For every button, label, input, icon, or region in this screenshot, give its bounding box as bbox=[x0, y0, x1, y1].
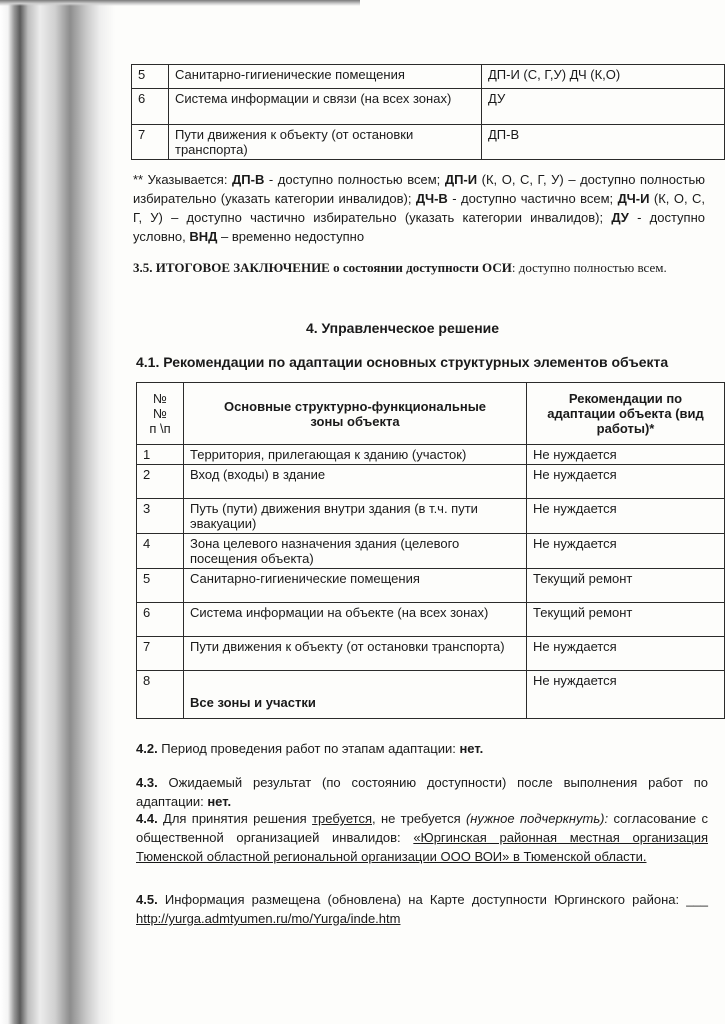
row-number: 7 bbox=[132, 125, 169, 160]
access-status: ДП-В bbox=[482, 125, 725, 160]
zone-name: Территория, прилегающая к зданию (участок) bbox=[184, 445, 527, 465]
row-number: 6 bbox=[137, 603, 184, 637]
header-number: № № п \п bbox=[137, 383, 184, 445]
recommendation: Не нуждается bbox=[527, 534, 725, 569]
row-number: 2 bbox=[137, 465, 184, 499]
recommendation: Текущий ремонт bbox=[527, 569, 725, 603]
final-conclusion: 3.5. ИТОГОВОЕ ЗАКЛЮЧЕНИЕ о состоянии доступности ОСИ: доступно полностью всем. bbox=[133, 260, 667, 275]
recommendations-table bbox=[136, 382, 725, 719]
recommendation: Не нуждается bbox=[527, 465, 725, 499]
table-row bbox=[137, 534, 725, 569]
row-number: 8 bbox=[137, 671, 184, 719]
table-row bbox=[137, 465, 725, 499]
recommendation: Текущий ремонт bbox=[527, 603, 725, 637]
zone-name: Санитарно-гигиенические помещения bbox=[184, 569, 527, 603]
zone-name: Система информации и связи (на всех зонах) bbox=[169, 89, 482, 125]
row-number: 3 bbox=[137, 499, 184, 534]
table-header-row bbox=[137, 383, 725, 445]
table-row bbox=[132, 125, 725, 160]
access-status: ДП-И (С, Г,У) ДЧ (К,О) bbox=[482, 65, 725, 89]
recommendation: Не нуждается bbox=[527, 445, 725, 465]
recommendation: Не нуждается bbox=[527, 671, 725, 719]
table-row bbox=[137, 603, 725, 637]
paragraph-4-2: 4.2. Период проведения работ по этапам адаптации: нет. bbox=[136, 741, 484, 756]
row-number: 5 bbox=[137, 569, 184, 603]
organization-name: «Юргинская районная местная организация Тюменской областной региональной организации ООО ВОИ» в Тюменской области. bbox=[136, 830, 708, 864]
paragraph-4-3: 4.3. Ожидаемый результат (по состоянию доступности) после выполнения работ по адаптации: нет. bbox=[136, 775, 708, 809]
table-row bbox=[132, 65, 725, 89]
zone-name: Санитарно-гигиенические помещения bbox=[169, 65, 482, 89]
header-zone: Основные структурно-функциональные зоны объекта bbox=[184, 383, 527, 445]
row-number: 5 bbox=[132, 65, 169, 89]
header-recommendation: Рекомендации по адаптации объекта (вид работы)* bbox=[527, 383, 725, 445]
accessibility-status-table bbox=[131, 64, 725, 160]
table-row bbox=[137, 637, 725, 671]
zone-name: Пути движения к объекту (от остановки транспорта) bbox=[169, 125, 482, 160]
access-status: ДУ bbox=[482, 89, 725, 125]
zone-name: Вход (входы) в здание bbox=[184, 465, 527, 499]
recommendation: Не нуждается bbox=[527, 499, 725, 534]
table-row bbox=[137, 445, 725, 465]
zone-name: Зона целевого назначения здания (целевого посещения объекта) bbox=[184, 534, 527, 569]
zone-name: Система информации на объекте (на всех зонах) bbox=[184, 603, 527, 637]
recommendation: Не нуждается bbox=[527, 637, 725, 671]
paragraph-4-4: 4.4. Для принятия решения требуется, не требуется (нужное подчеркнуть): согласование с общественной организацией инвалидов: «Юргинская районная местная организация Тюменской областной региональной организации ООО ВОИ» в Тюменской области. bbox=[136, 811, 708, 864]
table-row bbox=[137, 671, 725, 719]
footnote-legend: ** Указывается: ДП-В - доступно полностью всем; ДП-И (К, О, С, Г, У) – доступно полностью избирательно (указать категории инвалидов); ДЧ-В - доступно частично всем; ДЧ-И (К, О, С, Г, У) – доступно частично избирательно (указать категории инвалидов); ДУ - доступно условно, ВНД – временно недоступно bbox=[133, 172, 705, 244]
row-number: 6 bbox=[132, 89, 169, 125]
zone-name: Пути движения к объекту (от остановки транспорта) bbox=[184, 637, 527, 671]
accessibility-map-link[interactable]: http://yurga.admtyumen.ru/mo/Yurga/inde.htm bbox=[136, 911, 401, 926]
table-row bbox=[137, 569, 725, 603]
row-number: 1 bbox=[137, 445, 184, 465]
section-4-1-title: 4.1. Рекомендации по адаптации основных структурных элементов объекта bbox=[136, 354, 669, 370]
row-number: 7 bbox=[137, 637, 184, 671]
row-number: 4 bbox=[137, 534, 184, 569]
table-row bbox=[132, 89, 725, 125]
section-4-title: 4. Управленческое решение bbox=[305, 320, 500, 336]
zone-name: Путь (пути) движения внутри здания (в т.ч. пути эвакуации) bbox=[184, 499, 527, 534]
zone-name: Все зоны и участки bbox=[184, 671, 527, 719]
paragraph-4-5: 4.5. Информация размещена (обновлена) на Карте доступности Юргинского района: ___ http://yurga.admtyumen.ru/mo/Yurga/inde.htm bbox=[136, 892, 708, 926]
table-row bbox=[137, 499, 725, 534]
